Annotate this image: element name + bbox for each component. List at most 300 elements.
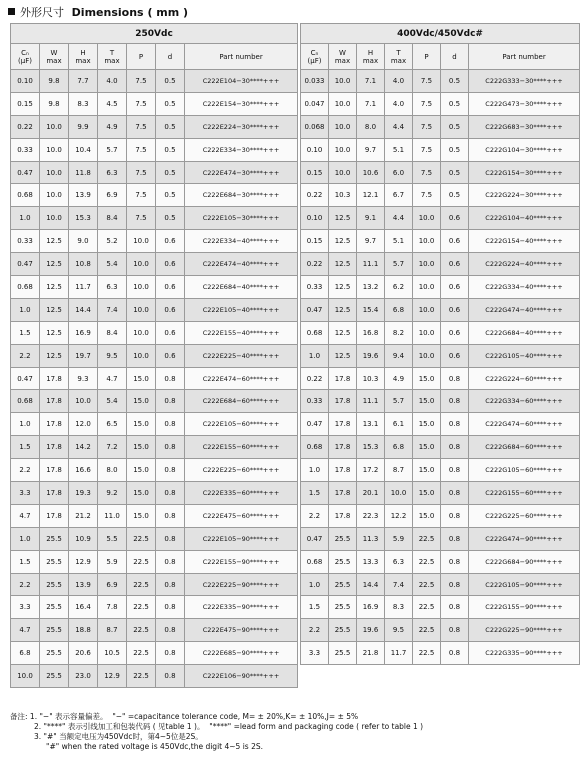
- cell-t: 6.1: [385, 413, 413, 436]
- cell-d: 0.6: [441, 321, 469, 344]
- table-row: [301, 573, 580, 596]
- cell-part-number: C222G335−90****+++: [469, 642, 580, 665]
- cell-cap: 10.0: [11, 665, 40, 688]
- cell-part-number: C222G154−40****+++: [469, 230, 580, 253]
- cell-part-number: C222E105−60****+++: [185, 413, 298, 436]
- cell-h: 13.2: [357, 276, 385, 299]
- cell-part-number: C222E684−40****+++: [185, 276, 298, 299]
- cell-w: 17.8: [40, 459, 69, 482]
- cell-p: 10.0: [413, 276, 441, 299]
- cell-h: 16.9: [69, 321, 98, 344]
- cell-t: 7.8: [98, 596, 127, 619]
- cell-d: 0.6: [156, 298, 185, 321]
- cell-cap: 0.22: [11, 115, 40, 138]
- cell-p: 10.0: [413, 344, 441, 367]
- cell-t: 7.4: [385, 573, 413, 596]
- cell-d: 0.5: [441, 70, 469, 93]
- cell-cap: 2.2: [301, 504, 329, 527]
- table-row: [301, 390, 580, 413]
- cell-h: 20.1: [357, 482, 385, 505]
- cell-p: 10.0: [413, 298, 441, 321]
- table-row: [301, 596, 580, 619]
- cell-p: 22.5: [413, 550, 441, 573]
- col-part-number: Part number: [469, 44, 580, 70]
- cell-part-number: C222G104−40****+++: [469, 207, 580, 230]
- col-cn: Cₙ (μF): [301, 44, 329, 70]
- cell-t: 5.9: [385, 527, 413, 550]
- cell-cap: 2.2: [11, 459, 40, 482]
- cell-part-number: C222G225−90****+++: [469, 619, 580, 642]
- cell-w: 10.0: [329, 115, 357, 138]
- cell-part-number: C222G155−60****+++: [469, 482, 580, 505]
- cell-w: 12.5: [329, 344, 357, 367]
- cell-p: 7.5: [413, 161, 441, 184]
- cell-w: 9.8: [40, 92, 69, 115]
- cell-part-number: C222E225−40****+++: [185, 344, 298, 367]
- table-row: [301, 161, 580, 184]
- heading-en: Dimensions: [71, 6, 144, 19]
- cell-t: 6.7: [385, 184, 413, 207]
- cell-t: 9.4: [385, 344, 413, 367]
- cell-h: 11.3: [357, 527, 385, 550]
- cell-cap: 2.2: [301, 619, 329, 642]
- cell-p: 22.5: [413, 573, 441, 596]
- cell-part-number: C222G334−40****+++: [469, 276, 580, 299]
- cell-part-number: C222G224−30****+++: [469, 184, 580, 207]
- section-heading: [8, 4, 188, 20]
- col-t: T max: [385, 44, 413, 70]
- cell-d: 0.5: [156, 138, 185, 161]
- cell-part-number: C222G474−60****+++: [469, 413, 580, 436]
- cell-cap: 1.0: [301, 573, 329, 596]
- cell-p: 10.0: [127, 344, 156, 367]
- cell-w: 25.5: [40, 550, 69, 573]
- cell-d: 0.8: [441, 642, 469, 665]
- cell-d: 0.8: [441, 482, 469, 505]
- cell-t: 6.5: [98, 413, 127, 436]
- cell-cap: 0.33: [11, 230, 40, 253]
- cell-w: 12.5: [40, 230, 69, 253]
- cell-h: 9.3: [69, 367, 98, 390]
- cell-d: 0.8: [441, 550, 469, 573]
- table-row: [11, 115, 298, 138]
- cell-d: 0.5: [441, 184, 469, 207]
- cell-d: 0.6: [441, 298, 469, 321]
- cell-h: 11.1: [357, 253, 385, 276]
- cell-p: 15.0: [413, 367, 441, 390]
- col-w: W max: [329, 44, 357, 70]
- cell-t: 7.2: [98, 436, 127, 459]
- cell-p: 7.5: [413, 70, 441, 93]
- cell-d: 0.8: [441, 619, 469, 642]
- cell-h: 13.9: [69, 184, 98, 207]
- cell-h: 14.4: [357, 573, 385, 596]
- cell-t: 5.7: [98, 138, 127, 161]
- cell-p: 7.5: [127, 70, 156, 93]
- cell-h: 21.8: [357, 642, 385, 665]
- cell-p: 10.0: [127, 230, 156, 253]
- table-400-450vdc: [300, 23, 580, 665]
- table-row: [11, 550, 298, 573]
- table-row: [301, 70, 580, 93]
- cell-cap: 0.47: [301, 527, 329, 550]
- cell-t: 5.9: [98, 550, 127, 573]
- cell-p: 22.5: [413, 619, 441, 642]
- table-row: [301, 184, 580, 207]
- cell-w: 10.0: [40, 138, 69, 161]
- cell-d: 0.8: [156, 413, 185, 436]
- cell-t: 4.7: [98, 367, 127, 390]
- cell-w: 25.5: [329, 642, 357, 665]
- cell-cap: 1.5: [11, 321, 40, 344]
- cell-w: 10.0: [329, 161, 357, 184]
- cell-h: 10.8: [69, 253, 98, 276]
- cell-part-number: C222G684−40****+++: [469, 321, 580, 344]
- cell-h: 9.0: [69, 230, 98, 253]
- table-row: [11, 276, 298, 299]
- cell-h: 17.2: [357, 459, 385, 482]
- cell-cap: 0.15: [301, 161, 329, 184]
- cell-p: 22.5: [127, 642, 156, 665]
- cell-cap: 0.68: [301, 550, 329, 573]
- cell-t: 8.4: [98, 321, 127, 344]
- cell-d: 0.8: [156, 527, 185, 550]
- cell-d: 0.6: [441, 253, 469, 276]
- table-row: [301, 276, 580, 299]
- cell-p: 10.0: [413, 230, 441, 253]
- cell-h: 7.7: [69, 70, 98, 93]
- table-row: [301, 253, 580, 276]
- footnote-1: 备注: 1. "−" 表示容量偏差。 "−" =capacitance tolerance code, M= ± 20%,K= ± 10%,J= ± 5%: [10, 712, 359, 721]
- cell-h: 10.0: [69, 390, 98, 413]
- cell-w: 25.5: [40, 665, 69, 688]
- cell-part-number: C222G473−30****+++: [469, 92, 580, 115]
- cell-cap: 1.0: [11, 207, 40, 230]
- cell-w: 12.5: [40, 253, 69, 276]
- cell-w: 17.8: [40, 482, 69, 505]
- cell-h: 10.6: [357, 161, 385, 184]
- cell-d: 0.8: [441, 573, 469, 596]
- cell-t: 5.7: [385, 253, 413, 276]
- cell-p: 10.0: [413, 321, 441, 344]
- cell-t: 6.9: [98, 573, 127, 596]
- cell-t: 8.3: [385, 596, 413, 619]
- cell-d: 0.8: [156, 459, 185, 482]
- col-part-number: Part number: [185, 44, 298, 70]
- cell-d: 0.6: [156, 230, 185, 253]
- cell-h: 9.7: [357, 230, 385, 253]
- cell-d: 0.8: [156, 390, 185, 413]
- cell-t: 4.4: [385, 115, 413, 138]
- table-row: [301, 321, 580, 344]
- cell-t: 8.0: [98, 459, 127, 482]
- table-row: [301, 550, 580, 573]
- cell-t: 11.7: [385, 642, 413, 665]
- cell-d: 0.8: [156, 642, 185, 665]
- cell-w: 25.5: [40, 573, 69, 596]
- cell-d: 0.6: [156, 253, 185, 276]
- table-row: [11, 298, 298, 321]
- cell-w: 17.8: [40, 413, 69, 436]
- cell-t: 7.4: [98, 298, 127, 321]
- cell-part-number: C222G105−90****+++: [469, 573, 580, 596]
- cell-w: 12.5: [329, 276, 357, 299]
- cell-cap: 0.10: [301, 138, 329, 161]
- table-row: [11, 573, 298, 596]
- cell-w: 10.0: [40, 115, 69, 138]
- cell-h: 18.8: [69, 619, 98, 642]
- cell-d: 0.8: [441, 390, 469, 413]
- cell-h: 11.7: [69, 276, 98, 299]
- cell-part-number: C222E475−60****+++: [185, 504, 298, 527]
- cell-cap: 0.68: [301, 321, 329, 344]
- cell-part-number: C222E685−90****+++: [185, 642, 298, 665]
- cell-t: 8.2: [385, 321, 413, 344]
- heading-cn: 外形尺寸: [20, 6, 64, 19]
- cell-cap: 0.15: [11, 92, 40, 115]
- cell-h: 12.9: [69, 550, 98, 573]
- cell-d: 0.5: [441, 92, 469, 115]
- cell-p: 10.0: [413, 207, 441, 230]
- cell-h: 12.1: [357, 184, 385, 207]
- cell-cap: 1.0: [11, 298, 40, 321]
- table-row: [11, 527, 298, 550]
- cell-cap: 0.10: [301, 207, 329, 230]
- cell-d: 0.8: [441, 596, 469, 619]
- cell-p: 7.5: [127, 92, 156, 115]
- cell-part-number: C222E474−30****+++: [185, 161, 298, 184]
- cell-d: 0.6: [156, 344, 185, 367]
- cell-cap: 2.2: [11, 573, 40, 596]
- cell-d: 0.8: [156, 573, 185, 596]
- table-row: [301, 527, 580, 550]
- cell-t: 5.2: [98, 230, 127, 253]
- cell-part-number: C222E475−90****+++: [185, 619, 298, 642]
- cell-cap: 0.47: [301, 298, 329, 321]
- col-d: d: [156, 44, 185, 70]
- cell-t: 5.1: [385, 230, 413, 253]
- table-row: [11, 70, 298, 93]
- cell-t: 5.1: [385, 138, 413, 161]
- cell-part-number: C222G155−90****+++: [469, 596, 580, 619]
- table-row: [301, 344, 580, 367]
- col-d: d: [441, 44, 469, 70]
- cell-cap: 0.68: [301, 436, 329, 459]
- cell-cap: 1.5: [301, 482, 329, 505]
- cell-t: 4.5: [98, 92, 127, 115]
- cell-part-number: C222G105−40****+++: [469, 344, 580, 367]
- cell-t: 4.0: [385, 70, 413, 93]
- cell-w: 12.5: [40, 298, 69, 321]
- cell-d: 0.8: [156, 482, 185, 505]
- cell-w: 17.8: [40, 504, 69, 527]
- table-row: [11, 92, 298, 115]
- table-title: 250Vdc: [11, 24, 298, 44]
- cell-part-number: C222G474−40****+++: [469, 298, 580, 321]
- cell-w: 12.5: [329, 207, 357, 230]
- cell-p: 7.5: [413, 115, 441, 138]
- cell-t: 4.9: [98, 115, 127, 138]
- table-row: [11, 321, 298, 344]
- cell-p: 15.0: [127, 436, 156, 459]
- cell-w: 12.5: [40, 321, 69, 344]
- table-250vdc: [10, 23, 298, 688]
- cell-t: 5.4: [98, 253, 127, 276]
- cell-h: 19.6: [357, 619, 385, 642]
- cell-t: 6.3: [385, 550, 413, 573]
- cell-d: 0.6: [441, 344, 469, 367]
- cell-h: 8.0: [357, 115, 385, 138]
- cell-p: 22.5: [413, 642, 441, 665]
- cell-part-number: C222G333−30****+++: [469, 70, 580, 93]
- cell-cap: 1.0: [301, 459, 329, 482]
- cell-cap: 0.68: [11, 276, 40, 299]
- table-row: [11, 436, 298, 459]
- cell-h: 15.3: [69, 207, 98, 230]
- cell-h: 10.9: [69, 527, 98, 550]
- cell-t: 9.5: [98, 344, 127, 367]
- cell-d: 0.8: [441, 367, 469, 390]
- cell-w: 17.8: [40, 390, 69, 413]
- cell-h: 15.3: [357, 436, 385, 459]
- cell-h: 9.9: [69, 115, 98, 138]
- cell-d: 0.5: [441, 138, 469, 161]
- cell-part-number: C222E105−40****+++: [185, 298, 298, 321]
- cell-h: 16.6: [69, 459, 98, 482]
- table-row: [11, 665, 298, 688]
- cell-h: 14.4: [69, 298, 98, 321]
- cell-t: 4.0: [98, 70, 127, 93]
- cell-d: 0.5: [156, 207, 185, 230]
- cell-h: 10.4: [69, 138, 98, 161]
- cell-part-number: C222E155−60****+++: [185, 436, 298, 459]
- cell-cap: 1.5: [301, 596, 329, 619]
- cell-d: 0.5: [156, 115, 185, 138]
- cell-d: 0.8: [156, 665, 185, 688]
- cell-w: 17.8: [329, 367, 357, 390]
- table-row: [11, 390, 298, 413]
- table-row: [11, 482, 298, 505]
- table-row: [11, 344, 298, 367]
- cell-part-number: C222E224−30****+++: [185, 115, 298, 138]
- cell-w: 10.0: [40, 184, 69, 207]
- cell-w: 10.0: [40, 161, 69, 184]
- cell-t: 9.5: [385, 619, 413, 642]
- cell-cap: 0.033: [301, 70, 329, 93]
- cell-cap: 1.5: [11, 550, 40, 573]
- cell-cap: 0.22: [301, 367, 329, 390]
- cell-cap: 2.2: [11, 344, 40, 367]
- cell-cap: 1.5: [11, 436, 40, 459]
- cell-cap: 0.68: [11, 184, 40, 207]
- cell-part-number: C222G683−30****+++: [469, 115, 580, 138]
- cell-p: 15.0: [127, 367, 156, 390]
- cell-t: 6.8: [385, 298, 413, 321]
- cell-w: 17.8: [329, 413, 357, 436]
- table-row: [301, 230, 580, 253]
- cell-d: 0.5: [156, 161, 185, 184]
- cell-part-number: C222E684−60****+++: [185, 390, 298, 413]
- cell-w: 25.5: [40, 642, 69, 665]
- cell-h: 13.1: [357, 413, 385, 436]
- table-row: [301, 207, 580, 230]
- cell-t: 8.4: [98, 207, 127, 230]
- table-row: [11, 253, 298, 276]
- cell-part-number: C222E225−90****+++: [185, 573, 298, 596]
- cell-p: 7.5: [127, 115, 156, 138]
- cell-w: 10.0: [329, 70, 357, 93]
- cell-cap: 0.22: [301, 184, 329, 207]
- cell-w: 17.8: [329, 482, 357, 505]
- cell-p: 22.5: [127, 665, 156, 688]
- cell-w: 25.5: [329, 619, 357, 642]
- cell-part-number: C222G154−30****+++: [469, 161, 580, 184]
- table-row: [301, 436, 580, 459]
- cell-d: 0.5: [441, 161, 469, 184]
- cell-cap: 0.068: [301, 115, 329, 138]
- cell-d: 0.8: [441, 527, 469, 550]
- cell-h: 22.3: [357, 504, 385, 527]
- cell-part-number: C222G224−40****+++: [469, 253, 580, 276]
- cell-d: 0.5: [156, 184, 185, 207]
- cell-p: 15.0: [413, 459, 441, 482]
- cell-cap: 0.47: [11, 253, 40, 276]
- cell-cap: 0.47: [11, 367, 40, 390]
- table-row: [11, 367, 298, 390]
- cell-t: 5.4: [98, 390, 127, 413]
- cell-cap: 3.3: [11, 482, 40, 505]
- cell-part-number: C222E155−90****+++: [185, 550, 298, 573]
- cell-part-number: C222G474−90****+++: [469, 527, 580, 550]
- col-w: W max: [40, 44, 69, 70]
- cell-part-number: C222E104−30****+++: [185, 70, 298, 93]
- cell-d: 0.5: [156, 70, 185, 93]
- cell-t: 6.2: [385, 276, 413, 299]
- col-p: P: [127, 44, 156, 70]
- cell-cap: 0.47: [11, 161, 40, 184]
- cell-p: 15.0: [127, 390, 156, 413]
- cell-cap: 0.47: [301, 413, 329, 436]
- cell-p: 15.0: [127, 482, 156, 505]
- cell-cap: 0.33: [301, 276, 329, 299]
- table-row: [301, 138, 580, 161]
- cell-cap: 3.3: [301, 642, 329, 665]
- cell-d: 0.6: [441, 230, 469, 253]
- table-row: [301, 642, 580, 665]
- cell-p: 22.5: [127, 573, 156, 596]
- table-row: [11, 596, 298, 619]
- cell-d: 0.6: [441, 276, 469, 299]
- cell-t: 6.8: [385, 436, 413, 459]
- cell-h: 9.1: [357, 207, 385, 230]
- cell-cap: 0.047: [301, 92, 329, 115]
- cell-w: 12.5: [40, 344, 69, 367]
- table-title: 400Vdc/450Vdc#: [301, 24, 580, 44]
- cell-p: 10.0: [127, 321, 156, 344]
- cell-p: 22.5: [127, 550, 156, 573]
- cell-part-number: C222G105−60****+++: [469, 459, 580, 482]
- table-row: [11, 459, 298, 482]
- cell-d: 0.6: [156, 321, 185, 344]
- cell-cap: 4.7: [11, 619, 40, 642]
- cell-d: 0.8: [441, 436, 469, 459]
- cell-d: 0.8: [156, 596, 185, 619]
- cell-t: 4.4: [385, 207, 413, 230]
- cell-p: 15.0: [413, 413, 441, 436]
- cell-p: 22.5: [127, 527, 156, 550]
- cell-w: 10.0: [329, 92, 357, 115]
- cell-w: 10.0: [40, 207, 69, 230]
